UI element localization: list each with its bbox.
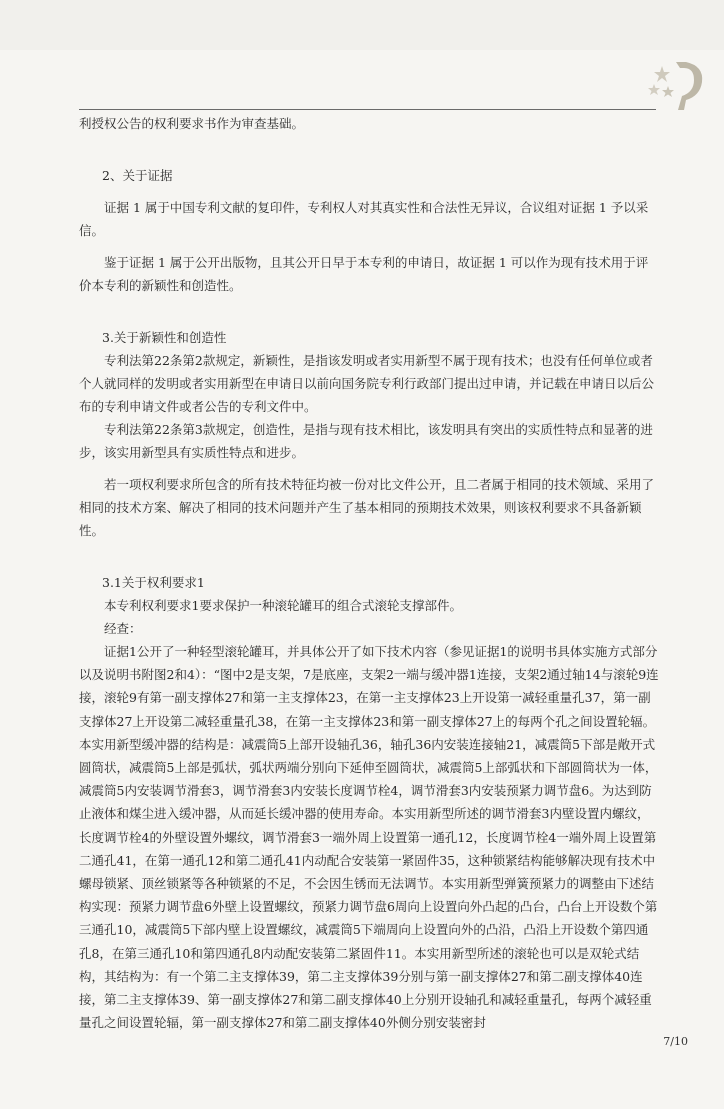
paragraph-claims-basis: 利授权公告的权利要求书作为审查基础。 [79, 116, 305, 131]
paragraph-evidence-1-disclosure: 证据1公开了一种轻型滚轮罐耳，并具体公开了如下技术内容（参见证据1的说明书具体实施方式部分以及说明书附图2和4）：“图中2是支架，7是底座，支架2一端与缓冲器1连接，支架2通过轴14与滚轮9连接，滚轮9有第一副支撑体27和第一主支撑体23，在第一主支撑体23上开设第一减轻重量孔37，第一副支撑体27上开设第二减轻重量孔38，在第一主支撑体23和第一副支撑体27上的每两个孔之间设置轮辐。本实用新型缓冲器的结构是：减震筒5上部开设轴孔36，轴孔36内安装连接轴21，减震筒5下部是敞开式圆筒状，减震筒5上部是弧状，弧状两端分别向下延伸至圆筒状，减震筒5上部弧状和下部圆筒状为一体，减震筒5内安装调节滑套3，调节滑套3内安装长度调节栓4，调节滑套3内安装预紧力调节盘6。为达到防止液体和煤尘进入缓冲器，从而延长缓冲器的使用寿命。本实用新型所述的调节滑套3内壁设置内螺纹，长度调节栓4的外壁设置外螺纹，调节滑套3一端外周上设置第一通孔12，长度调节栓4一端外周上设置第二通孔41，在第一通孔12和第二通孔41内动配合安装第一紧固件35，这种锁紧结构能够解决现有技术中螺母锁紧、顶丝锁紧等各种锁紧的不足，不会因生锈而无法调节。本实用新型弹簧预紧力的调整由下述结构实现：预紧力调节盘6外壁上设置螺纹，预紧力调节盘6周向上设置向外凸起的凸台，凸台上开设数个第三通孔10，减震筒5下部内壁上设置螺纹，减震筒5下端周向上设置向外的凸沿，凸沿上开设数个第四通孔8，在第三通孔10和第四通孔8内动配安装第二紧固件11。本实用新型所述的滚轮也可以是双轮式结构，其结构为：有一个第二主支撑体39，第二主支撑体39分别与第一副支撑体27和第二副支撑体40连接，第二主支撑体39、第一副支撑体27和第二副支撑体40上分别开设轴孔和减轻重量孔，每两个减轻重量孔之间设置轮辐，第一副支撑体27和第二副支撑体40外侧分别安装密封 [79, 644, 659, 1031]
header-rule [79, 109, 656, 110]
paragraph-claim-1-scope: 本专利权利要求1要求保护一种滚轮罐耳的组合式滚轮支撑部件。 [104, 598, 462, 613]
paragraph-novelty-criterion: 若一项权利要求所包含的所有技术特征均被一份对比文件公开，且二者属于相同的技术领域、采用了相同的技术方案、解决了相同的技术问题并产生了基本相同的预期技术效果，则该权利要求不具备新颖性。 [79, 477, 655, 538]
section-heading-claim-1: 3.1关于权利要求1 [102, 575, 205, 590]
scan-top-band [0, 0, 724, 50]
paragraph-novelty-definition: 专利法第22条第2款规定，新颖性，是指该发明或者实用新型不属于现有技术；也没有任何单位或者个人就同样的发明或者实用新型在申请日以前向国务院专利行政部门提出过申请，并记载在申请日以后公布的专利申请文件或者公告的专利文件中。 [79, 353, 655, 414]
paragraph-examination-label: 经查： [104, 621, 142, 636]
cnipa-star-logo-icon [646, 56, 708, 112]
section-heading-evidence: 2、关于证据 [102, 168, 173, 183]
paragraph-inventiveness-definition: 专利法第22条第3款规定，创造性，是指与现有技术相比，该发明具有突出的实质性特点和显著的进步，该实用新型具有实质性特点和进步。 [79, 422, 653, 460]
document-body [79, 112, 659, 1034]
paragraph-evidence-accepted: 证据 1 属于中国专利文献的复印件，专利权人对其真实性和合法性无异议，合议组对证据 1 予以采信。 [79, 200, 649, 238]
page-number: 7/10 [663, 1035, 688, 1048]
section-heading-novelty: 3.关于新颖性和创造性 [102, 330, 227, 345]
paragraph-evidence-prior-art: 鉴于证据 1 属于公开出版物，且其公开日早于本专利的申请日，故证据 1 可以作为现有技术用于评价本专利的新颖性和创造性。 [79, 255, 649, 293]
